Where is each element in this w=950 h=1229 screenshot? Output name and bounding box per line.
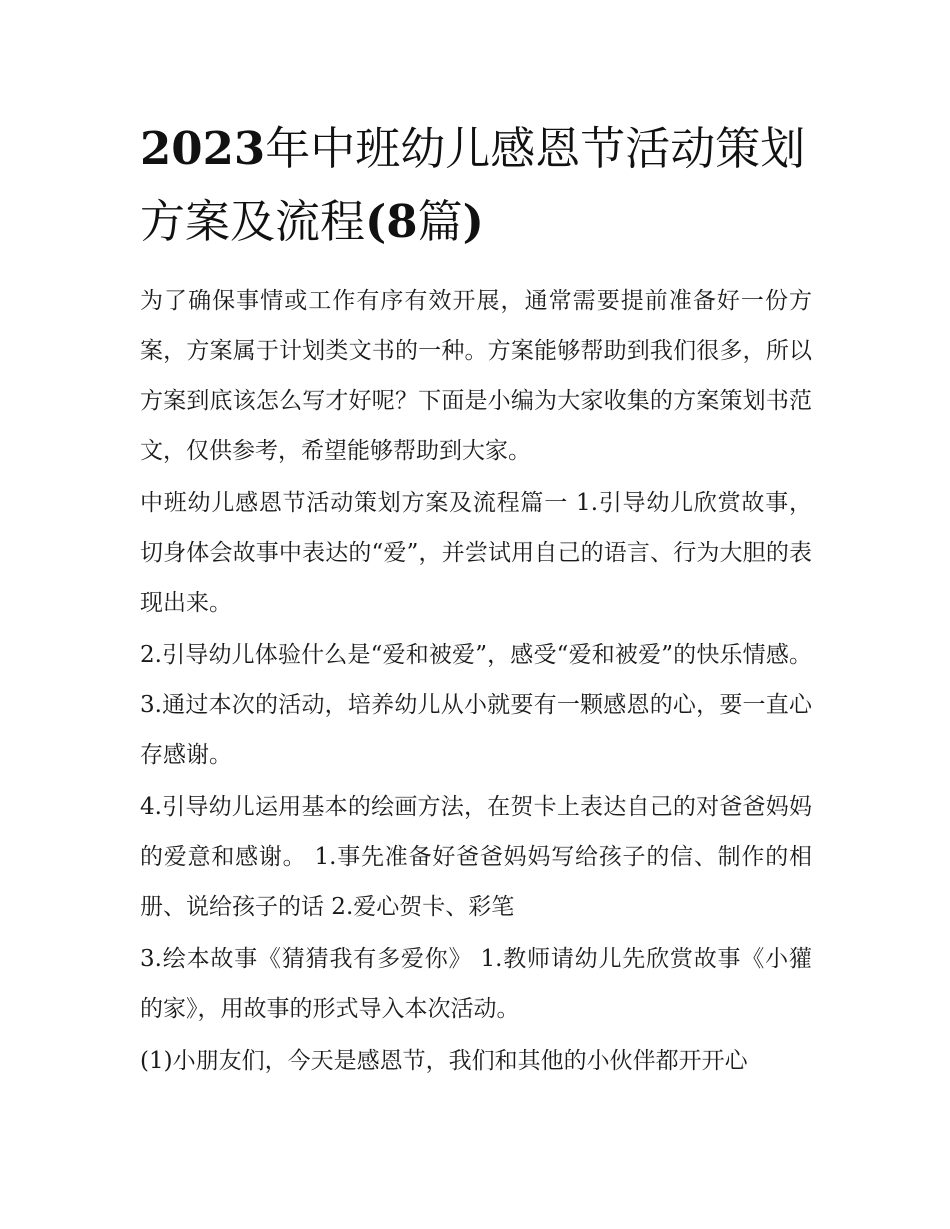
paragraph-3: 4.引导幼儿运用基本的绘画方法，在贺卡上表达自己的对爸爸妈妈的爱意和感谢。 1.事先准备好爸爸妈妈写给孩子的信、制作的相册、说给孩子的话 2.爱心贺卡、彩笔: [140, 794, 812, 920]
title-main: 年中班幼儿感恩节活动策划方案及流程: [140, 122, 806, 248]
paragraph-4: 3.绘本故事《猜猜我有多爱你》 1.教师请幼儿先欣赏故事《小獾的家》，用故事的形式导入本次活动。: [140, 946, 812, 1022]
paragraph-2: 2.引导幼儿体验什么是“爱和被爱”，感受“爱和被爱”的快乐情感。 3.通过本次的活动，培养幼儿从小就要有一颗感恩的心，要一直心存感谢。: [140, 642, 812, 768]
document-body: [140, 276, 812, 1086]
title-unit: 篇: [417, 195, 463, 248]
paragraph-1: 中班幼儿感恩节活动策划方案及流程篇一 1.引导幼儿欣赏故事，切身体会故事中表达的“爱”，并尝试用自己的语言、行为大胆的表现出来。: [140, 490, 812, 616]
paragraph-5: (1)小朋友们，今天是感恩节，我们和其他的小伙伴都开开心: [140, 1048, 748, 1074]
title-close: ): [462, 195, 484, 248]
document-title: [140, 112, 812, 258]
paragraph-intro: 为了确保事情或工作有序有效开展，通常需要提前准备好一份方案，方案属于计划类文书的一种。方案能够帮助到我们很多，所以方案到底该怎么写才好呢？下面是小编为大家收集的方案策划书范文，仅供参考，希望能够帮助到大家。: [140, 288, 812, 464]
title-year: 2023: [140, 122, 266, 175]
document-page: [140, 112, 812, 1088]
title-count: (8: [365, 195, 418, 248]
